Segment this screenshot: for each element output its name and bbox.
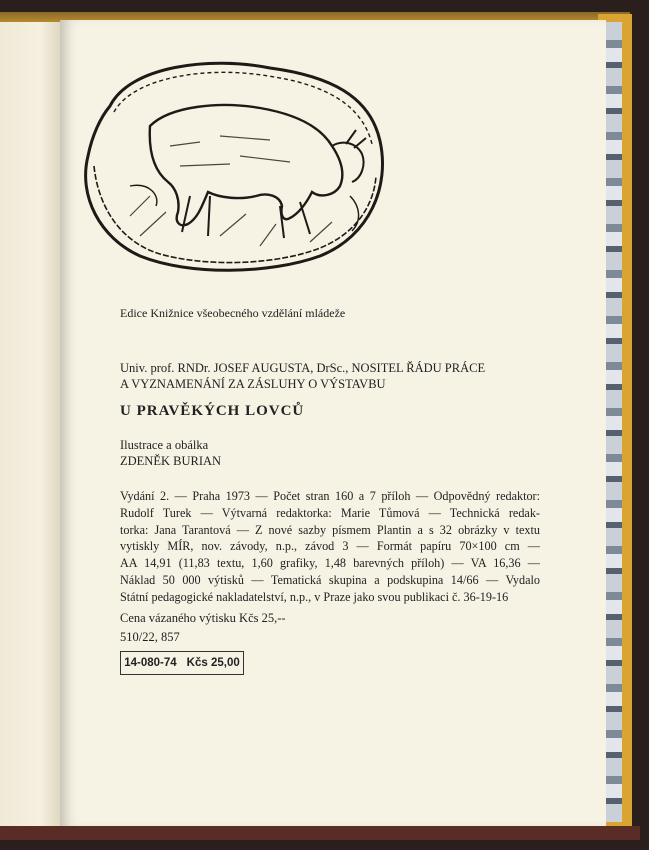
book-title: U PRAVĚKÝCH LOVCŮ — [120, 403, 305, 419]
illustration-label: Ilustrace a obálka — [120, 438, 209, 452]
edition-series: Edice Knižnice všeobecného vzdělání mládeže — [120, 306, 346, 320]
impressum-line: Náklad 50 000 výtisků — Tematická skupina a podskupina 14/66 — Vydalo — [120, 572, 540, 587]
illustrator-name: ZDENĚK BURIAN — [120, 454, 222, 468]
box-code: 14-080-74 — [124, 657, 177, 669]
box-price: Kčs 25,00 — [186, 657, 240, 669]
impressum-line: Rudolf Turek — Výtvarná redaktorka: Marie Tůmová — Technická redak- — [120, 505, 540, 520]
illustration-credit — [120, 437, 221, 469]
catalog-code: 510/22, 857 — [120, 630, 180, 644]
author-line: A VYZNAMENÁNÍ ZA ZÁSLUHY O VÝSTAVBU — [120, 377, 386, 391]
impressum-line: Vydání 2. — Praha 1973 — Počet stran 160 a 7 příloh — Odpovědný redaktor: — [120, 489, 540, 503]
price-line: Cena vázaného výtisku Kčs 25,-- — [120, 611, 286, 625]
book-cover-bottom-edge — [0, 826, 640, 840]
engraved-stone-bison-icon — [70, 46, 395, 278]
left-page-edge — [0, 22, 66, 832]
impressum-line: torka: Jana Tarantová — Z nové sazby písmem Plantin a s 32 obrázky v textu — [120, 522, 540, 537]
author-line: Univ. prof. RNDr. JOSEF AUGUSTA, DrSc., NOSITEL ŘÁDU PRÁCE — [120, 361, 486, 375]
author-block — [120, 360, 485, 392]
impressum-line: AA 14,91 (11,83 textu, 1,60 grafiky, 1,48 barevných příloh) — VA 16,36 — — [120, 556, 540, 571]
impressum-line: vytiskly MÍR, nov. závody, n.p., závod 3 — Formát papíru 70×100 cm — — [120, 539, 540, 554]
impressum — [120, 488, 540, 606]
price-stamp-box — [120, 651, 244, 675]
impressum-line: Státní pedagogické nakladatelství, n.p., v Praze jako svou publikaci č. 36-19-16 — [120, 589, 509, 604]
